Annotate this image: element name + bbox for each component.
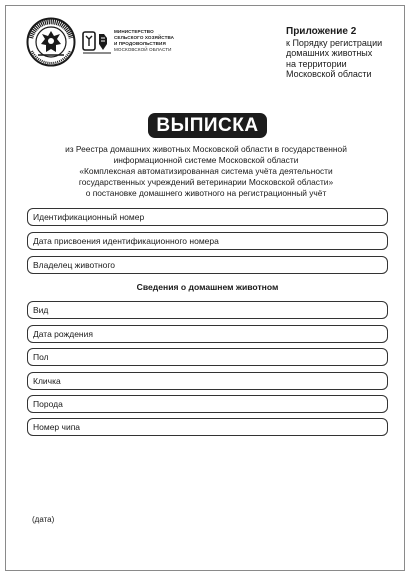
field-label: Вид xyxy=(33,305,49,315)
veterinary-service-emblem-icon xyxy=(26,17,76,67)
field-label: Идентификационный номер xyxy=(33,212,145,222)
subtitle-line: о постановке домашнего животного на регистрационный учёт xyxy=(85,188,327,198)
document-subtitle xyxy=(32,144,380,199)
animal-info-heading: Сведения о домашнем животном xyxy=(136,282,279,292)
sex-field[interactable] xyxy=(27,348,388,366)
ministry-line: МИНИСТЕРСТВО xyxy=(114,29,154,34)
species-field[interactable] xyxy=(27,301,388,319)
nickname-field[interactable] xyxy=(27,372,388,390)
appendix-line: Московской области xyxy=(286,69,372,79)
ministry-name xyxy=(114,29,204,53)
field-label: Номер чипа xyxy=(33,422,81,432)
animal-owner-field[interactable] xyxy=(27,256,388,274)
appendix-title: Приложение 2 xyxy=(286,26,357,37)
birth-date-field[interactable] xyxy=(27,325,388,343)
document-title: ВЫПИСКА xyxy=(148,113,267,138)
breed-field[interactable] xyxy=(27,395,388,413)
field-label: Дата рождения xyxy=(33,329,93,339)
date-label: (дата) xyxy=(32,515,55,524)
subtitle-line: государственных учреждений ветеринарии Московской области» xyxy=(78,177,334,187)
chip-number-field[interactable] xyxy=(27,418,388,436)
appendix-line: к Порядку регистрации xyxy=(286,37,383,48)
appendix-line: домашних животных xyxy=(286,48,373,58)
subtitle-line: информационной системе Московской области xyxy=(113,155,299,165)
field-label: Кличка xyxy=(33,376,61,386)
ministry-line: СЕЛЬСКОГО ХОЗЯЙСТВА xyxy=(114,35,175,40)
subtitle-line: «Комплексная автоматизированная система учёта деятельности xyxy=(79,166,333,176)
id-number-field[interactable] xyxy=(27,208,388,226)
id-assignment-date-field[interactable] xyxy=(27,232,388,250)
subtitle-line: из Реестра домашних животных Московской области в государственной xyxy=(65,144,347,154)
appendix-line: на территории xyxy=(286,58,347,69)
ministry-line: И ПРОДОВОЛЬСТВИЯ xyxy=(114,41,166,46)
field-label: Пол xyxy=(33,352,49,362)
ministry-line: МОСКОВСКОЙ ОБЛАСТИ xyxy=(114,47,172,52)
field-label: Порода xyxy=(33,399,63,409)
ministry-emblem-icon xyxy=(82,30,112,56)
field-label: Дата присвоения идентификационного номера xyxy=(33,236,219,246)
field-label: Владелец животного xyxy=(33,260,116,270)
appendix-note xyxy=(286,27,386,80)
